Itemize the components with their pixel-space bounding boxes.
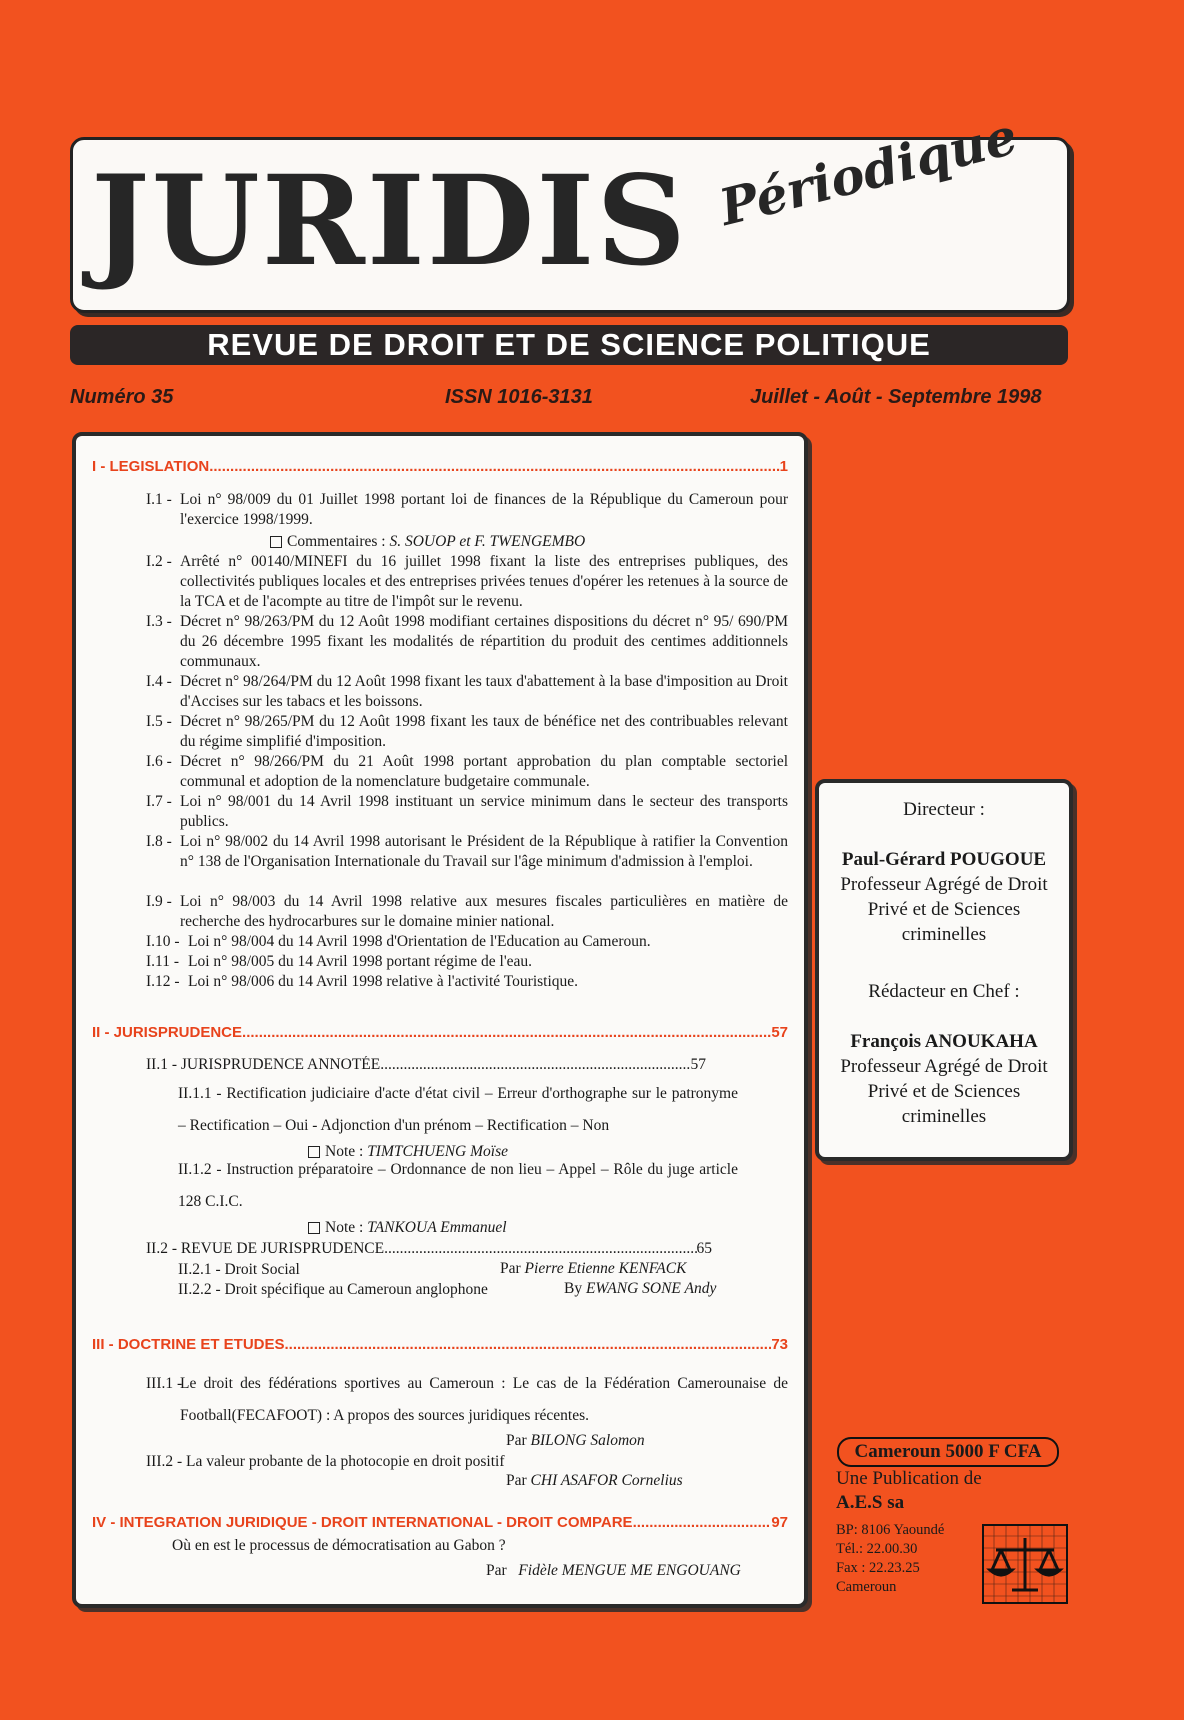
subsection-title: II.2 - REVUE DE JURISPRUDENCE (146, 1240, 385, 1257)
director-name-text: Paul-Gérard POUGOUE (841, 849, 1047, 870)
section-title: IV - INTEGRATION JURIDIQUE - DROIT INTERNATIONAL - DROIT COMPARE (92, 1514, 633, 1531)
checkbox-icon (308, 1222, 320, 1234)
director-title-line: Professeur Agrégé de Droit (840, 874, 1048, 895)
editor-title-line: Privé et de Sciences (867, 1081, 1021, 1102)
leader-dots (242, 1024, 771, 1041)
item-text: Où en est le processus de démocratisation au Gabon ? (172, 1537, 506, 1554)
note-authors: S. SOUOP et F. TWENGEMBO (389, 533, 586, 550)
director-name (819, 847, 1069, 872)
section-page: 97 (771, 1514, 788, 1531)
publisher-name: A.E.S sa (836, 1492, 905, 1513)
list-item (146, 752, 788, 792)
byline-prefix: By (564, 1280, 583, 1297)
item-text: Loi n° 98/002 du 14 Avril 1998 autorisant le Président de la République à ratifier la Convention n° 138 de l'Organisation Internationale du Travail sur l'âge minimum d'admission à l'emploi. (180, 833, 788, 870)
item-text: Droit Social (224, 1261, 300, 1278)
item-text: Arrêté n° 00140/MINEFI du 16 juillet 1998 fixant la liste des entreprises publiques, des collectivités publiques locales et des entreprises privées tenues d'opérer les retenues à la source de la TCA et de l'acompte au titre de l'impôt sur le revenu. (180, 553, 788, 610)
editorial-staff (815, 779, 1073, 1161)
publisher-bp: BP: 8106 Yaoundé (836, 1522, 945, 1538)
list-item (178, 1154, 738, 1218)
item-text: Droit spécifique au Cameroun anglophone (224, 1281, 488, 1298)
note-label: Commentaires : (287, 533, 386, 550)
item-text: Décret n° 98/263/PM du 12 Août 1998 modifiant certaines dispositions du décret n° 95/ 690/PM du 26 décembre 1995 fixant les modalités de répartition du produit des centimes additionnels communaux. (180, 613, 788, 670)
byline (564, 1280, 716, 1298)
section-title: I - LEGISLATION (92, 458, 210, 475)
masthead (70, 106, 1070, 313)
leader-dots (380, 1056, 690, 1074)
byline (506, 1432, 645, 1450)
item-text: La valeur probante de la photocopie en droit positif (186, 1453, 505, 1470)
list-item (146, 612, 788, 672)
item-number: I.12 - (146, 973, 180, 990)
item-number: I.7 - (146, 793, 172, 810)
list-item (146, 490, 788, 530)
publisher-fax: Fax : 22.23.25 (836, 1560, 920, 1576)
list-item (146, 672, 788, 712)
item-number: II.2.2 - (178, 1281, 221, 1298)
section-page: 57 (771, 1024, 788, 1041)
item-text: Le droit des fédérations sportives au Cameroun : Le cas de la Fédération Camerounaise de Football(FECAFOOT) : A propos des sources juridiques récentes. (180, 1375, 788, 1424)
item-number: I.1 - (146, 491, 172, 508)
list-item (146, 1452, 788, 1472)
item-text: Loi n° 98/006 du 14 Avril 1998 relative à l'activité Touristique. (188, 973, 579, 990)
case-note (308, 1218, 507, 1238)
legislation-note (270, 532, 585, 552)
item-number: I.9 - (146, 893, 172, 910)
editor-name-text: François ANOUKAHA (850, 1031, 1038, 1052)
item-text: Décret n° 98/266/PM du 21 Août 1998 portant approbation du plan comptable sectoriel communal et adoption de la nomenclature budgetaire communale. (180, 753, 788, 790)
list-item (172, 1536, 506, 1556)
item-number: I.8 - (146, 833, 172, 850)
item-text: Loi n° 98/005 du 14 Avril 1998 portant régime de l'eau. (188, 953, 533, 970)
item-text: Rectification judiciaire d'acte d'état civil – Erreur d'orthographe sur le patronyme – Rectification – Oui - Adjonction d'un prénom – Rectification – Non (178, 1085, 738, 1134)
editor-title-line: Professeur Agrégé de Droit (840, 1056, 1048, 1077)
section-integration (92, 1514, 788, 1531)
item-number: II.2.1 - (178, 1261, 221, 1278)
leader-dots (633, 1514, 772, 1531)
note-label: Note : (325, 1219, 364, 1236)
section-title: III - DOCTRINE ET ETUDES (92, 1336, 285, 1353)
journal-title: JURIDIS (91, 149, 688, 294)
subsection-title: II.1 - JURISPRUDENCE ANNOTÉE (146, 1056, 381, 1073)
director-label: Directeur : (903, 799, 985, 820)
table-of-contents (72, 432, 808, 1608)
leader-dots (384, 1240, 696, 1258)
subsection-jurisprudence-annotee (146, 1056, 706, 1074)
byline-author: EWANG SONE Andy (585, 1280, 717, 1297)
section-doctrine (92, 1336, 788, 1353)
editor-title-line: criminelles (901, 1106, 987, 1127)
byline (500, 1260, 686, 1278)
byline (486, 1562, 741, 1580)
byline-author: Pierre Etienne KENFACK (524, 1260, 687, 1277)
section-legislation (92, 458, 788, 475)
list-item (178, 1280, 488, 1300)
editor-name (819, 1029, 1069, 1054)
item-text: Instruction préparatoire – Ordonnance de non lieu – Appel – Rôle du juge article 128 C.I.C. (178, 1161, 738, 1210)
list-item (178, 1260, 300, 1280)
item-text: Loi n° 98/009 du 01 Juillet 1998 portant loi de finances de la République du Cameroun pour l'exercice 1998/1999. (180, 491, 788, 528)
leader-dots (285, 1336, 772, 1353)
journal-subtitle: REVUE DE DROIT ET DE SCIENCE POLITIQUE (70, 325, 1068, 365)
list-item (146, 552, 788, 612)
item-number: I.11 - (146, 953, 179, 970)
list-item (146, 932, 788, 952)
byline-author: BILONG Salomon (530, 1432, 645, 1449)
item-text: Décret n° 98/264/PM du 12 Août 1998 fixant les taux d'abattement à la base d'imposition au Droit d'Accises sur les tabacs et les boissons. (180, 673, 788, 710)
byline-prefix: Par (486, 1562, 507, 1579)
byline-author: CHI ASAFOR Cornelius (530, 1472, 683, 1489)
list-item (146, 792, 788, 832)
note-author: TIMTCHUENG Moïse (367, 1143, 508, 1160)
list-item (146, 892, 788, 932)
item-text: Loi n° 98/004 du 14 Avril 1998 d'Orientation de l'Education au Cameroun. (188, 933, 651, 950)
subsection-page: 57 (690, 1056, 706, 1073)
item-number: I.3 - (146, 613, 172, 630)
item-number: I.6 - (146, 753, 172, 770)
item-text: Loi n° 98/003 du 14 Avril 1998 relative aux mesures fiscales particulières en matière de recherche des hydrocarbures sur le domaine minier national. (180, 893, 788, 930)
note-author: TANKOUA Emmanuel (367, 1219, 507, 1236)
editor-label: Rédacteur en Chef : (868, 981, 1020, 1002)
item-number: III.2 - (146, 1453, 183, 1470)
issue-number: Numéro 35 (70, 386, 174, 408)
issn: ISSN 1016-3131 (445, 386, 593, 408)
list-item (146, 712, 788, 752)
issue-date: Juillet - Août - Septembre 1998 (750, 386, 1042, 408)
list-item (146, 832, 788, 872)
item-number: II.1.1 - (178, 1085, 222, 1102)
item-text: Loi n° 98/001 du 14 Avril 1998 instituant un service minimum dans le secteur des transports publics. (180, 793, 788, 830)
publisher-tel: Tél.: 22.00.30 (836, 1541, 918, 1557)
publisher-country: Cameroun (836, 1579, 897, 1595)
byline-prefix: Par (506, 1432, 527, 1449)
item-text: Décret n° 98/265/PM du 12 Août 1998 fixant les taux de bénéfice net des contribuables relevant du régime simplifié d'imposition. (180, 713, 788, 750)
byline-author: Fidèle MENGUE ME ENGOUANG (518, 1562, 741, 1579)
publisher-line: Une Publication de (836, 1468, 982, 1489)
journal-tagline: Périodique (713, 106, 1023, 237)
list-item (178, 1078, 738, 1142)
byline-prefix: Par (500, 1260, 521, 1277)
item-number: II.1.2 - (178, 1161, 222, 1178)
section-title: II - JURISPRUDENCE (92, 1024, 243, 1041)
list-item (146, 1368, 788, 1432)
list-item (146, 952, 788, 972)
list-item (146, 972, 788, 992)
byline (506, 1472, 683, 1490)
section-jurisprudence (92, 1024, 788, 1041)
director-title-line: Privé et de Sciences (867, 899, 1021, 920)
item-number: I.4 - (146, 673, 172, 690)
subsection-page: 65 (696, 1240, 712, 1257)
scales-of-justice-logo-icon (982, 1524, 1068, 1604)
item-number: I.5 - (146, 713, 172, 730)
byline-prefix: Par (506, 1472, 527, 1489)
item-number: I.10 - (146, 933, 180, 950)
item-number: I.2 - (146, 553, 172, 570)
subsection-revue-jurisprudence (146, 1240, 712, 1258)
leader-dots (209, 458, 779, 475)
price-badge: Cameroun 5000 F CFA (837, 1437, 1059, 1467)
director-title-line: criminelles (901, 924, 987, 945)
section-page: 1 (779, 458, 788, 475)
section-page: 73 (771, 1336, 788, 1353)
item-number: III.1 - (146, 1375, 183, 1392)
checkbox-icon (270, 536, 282, 548)
note-label: Note : (325, 1143, 364, 1160)
